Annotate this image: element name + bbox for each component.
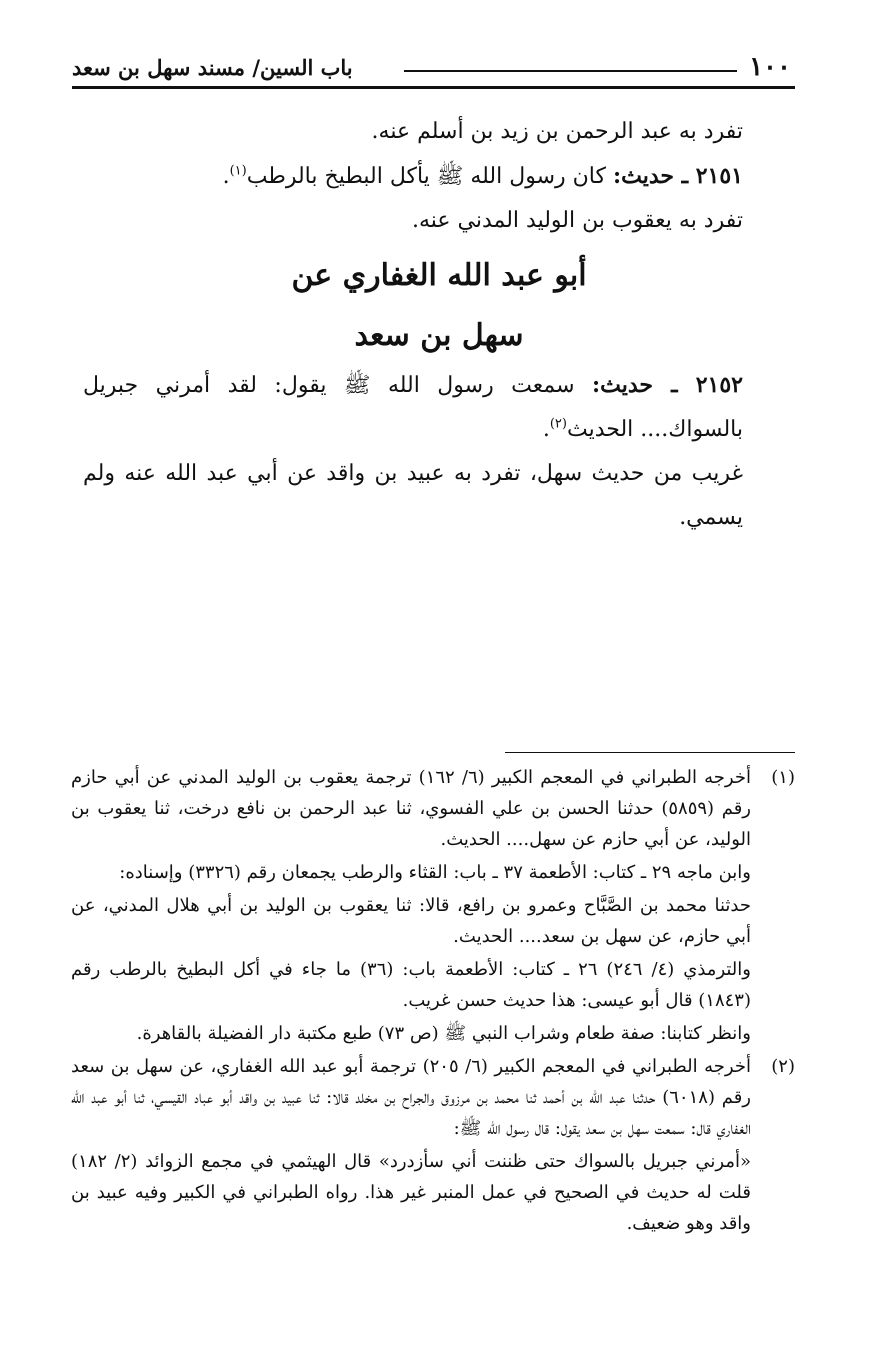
hadith-number: ٢١٥١ ـ حديث:	[612, 163, 743, 189]
footnote-paragraph: «أمرني جبريل بالسواك حتى ظننت أني سأزدرد» قال الهيثمي في مجمع الزوائد (٢/ ١٨٢) قلت له حديث في الصحيح في عمل المنبر غير هذا. رواه الطبراني في الكبير وفيه عبيد بن واقد وهو ضعيف.	[71, 1151, 751, 1234]
hadith-number: ٢١٥٢ ـ حديث:	[592, 372, 743, 398]
footnote-paragraph: وانظر كتابنا: صفة طعام وشراب النبي ﷺ (ص ٧٣) طبع مكتبة دار الفضيلة بالقاهرة.	[136, 1023, 751, 1044]
main-text	[83, 110, 795, 540]
section-heading-line-2: سهل بن سعد	[354, 318, 524, 353]
hadith-2152: ٢١٥٢ ـ حديث: سمعت رسول الله ﷺ يقول: لقد أمرني جبريل بالسواك.... الحديث$^{(٢)}$.	[83, 372, 743, 442]
running-header	[72, 48, 795, 84]
footnote-paragraph: أخرجه الطبراني في المعجم الكبير (٦/ ١٦٢) ترجمة يعقوب بن الوليد المدني عن أبي حازم رقم (٥٨٥٩) حدثنا الحسن بن علي الفسوي، ثنا عبد الرحمن بن نافع درخت، ثنا يعقوب بن الوليد، عن أبي حازم عن سهل.... الحديث.	[71, 767, 751, 850]
header-rule	[72, 86, 795, 89]
footnote-ref: (٢)	[549, 416, 567, 432]
footnote-2	[71, 1051, 795, 1239]
footnote-number: (٢)	[771, 1056, 795, 1077]
footnote-ref: (١)	[229, 163, 247, 179]
page-number: ١٠٠	[749, 52, 791, 82]
running-title: باب السين/ مسند سهل بن سعد	[72, 55, 353, 80]
footnote-separator	[505, 752, 795, 753]
footnote-paragraph: والترمذي (٤/ ٢٤٦) ٢٦ ـ كتاب: الأطعمة باب: (٣٦) ما جاء في أكل البطيخ بالرطب رقم (١٨٤٣) قال أبو عيسى: هذا حديث حسن غريب.	[71, 959, 751, 1011]
hadith-text: سمعت رسول الله ﷺ يقول: لقد أمرني جبريل بالسواك.... الحديث	[83, 373, 743, 442]
footnote-number: (١)	[771, 767, 795, 788]
body-paragraph: تفرد به يعقوب بن الوليد المدني عنه.	[411, 208, 743, 233]
footnote-paragraph: وابن ماجه ٢٩ ـ كتاب: الأطعمة ٣٧ ـ باب: القثاء والرطب يجمعان رقم (٣٣٢٦) وإسناده:	[119, 862, 751, 883]
body-paragraph: تفرد به عبد الرحمن بن زيد بن أسلم عنه.	[371, 119, 743, 144]
section-heading-line-1: أبو عبد الله الغفاري عن	[291, 258, 587, 293]
footnote-paragraph: حدثنا محمد بن الصَّبَّاح وعمرو بن رافع، قالا: ثنا يعقوب بن الوليد بن أبي هلال المدني، عن أبي حازم، عن سهل بن سعد.... الحديث.	[71, 895, 751, 947]
header-dash-line	[404, 70, 737, 72]
body-paragraph: غريب من حديث سهل، تفرد به عبيد بن واقد عن أبي عبد الله عنه ولم يسمي.	[83, 461, 743, 530]
hadith-text: كان رسول الله ﷺ يأكل البطيخ بالرطب	[246, 164, 613, 189]
footnote-1	[71, 762, 795, 1049]
footnotes	[71, 762, 795, 1241]
hadith-2151: ٢١٥١ ـ حديث: كان رسول الله ﷺ يأكل البطيخ بالرطب$^{(١)}$.	[222, 163, 743, 189]
footnote-paragraph: أخرجه الطبراني في المعجم الكبير (٦/ ٢٠٥) ترجمة أبو عبد الله الغفاري، عن سهل بن سعد رقم (٦٠١٨) حدثنا عبد الله بن أحمد ثنا محمد بن مرزوق والجراح بن مخلد قالا: ثنا عبيد بن واقد أبو عباد القيسي، ثنا أبو عبد الله الغفاري قال: سمعت سهل بن سعد يقول: قال رسول الله ﷺ:	[71, 1056, 751, 1139]
